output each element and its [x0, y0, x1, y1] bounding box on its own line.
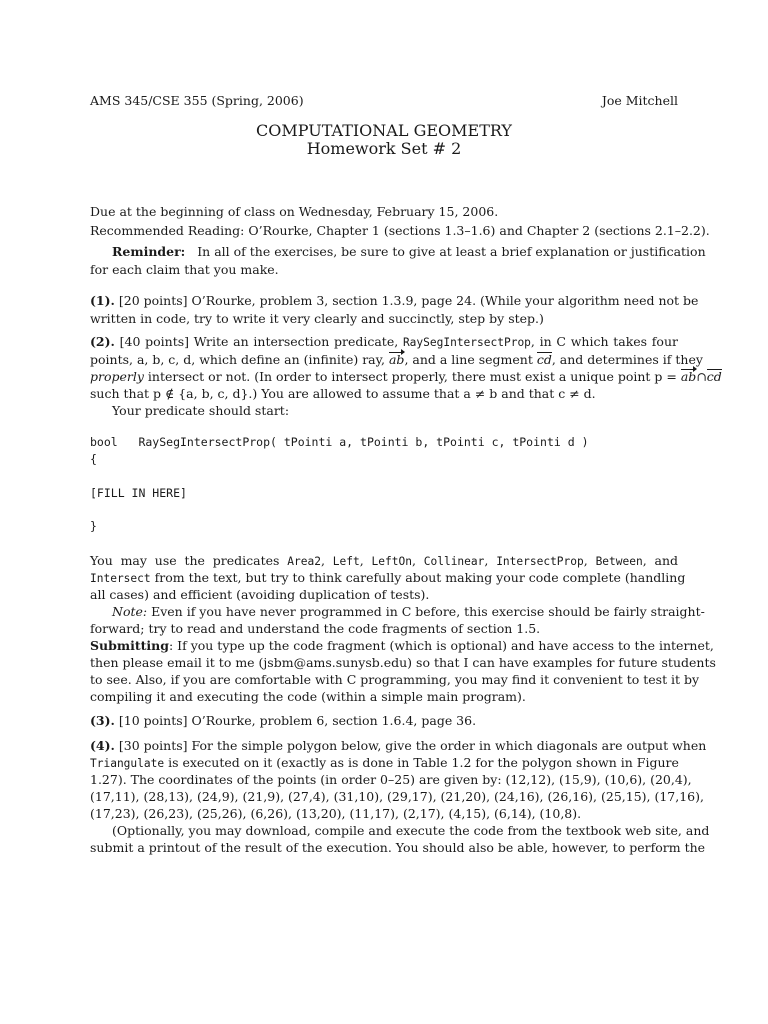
problem-2-number: (2). [90, 334, 115, 349]
header-instructor: Joe Mitchell [601, 93, 678, 108]
submitting-line-3: to see. Also, if you are comfortable with C programming, you may find it convenient to test it by [90, 672, 700, 687]
problem-2-line-4: such that p ∉ {a, b, c, d}.) You are allowed to assume that a ≠ b and that c ≠ d. [90, 386, 596, 401]
code-open-brace: { [90, 452, 97, 466]
ray-ab-2: ab [680, 369, 697, 384]
triangulate-name: Triangulate [90, 757, 165, 770]
problem-1-number: (1). [90, 293, 115, 308]
problem-4-line-6: (Optionally, you may download, compile and execute the code from the textbook web site, and [112, 823, 710, 838]
ray-ab: ab [388, 352, 405, 367]
problem-2-line-5: Your predicate should start: [112, 403, 290, 418]
problem-3-line: (3). [10 points] O’Rourke, problem 6, section 1.6.4, page 36. [90, 713, 477, 728]
problem-1-line-1: (1). [20 points] O’Rourke, problem 3, section 1.3.9, page 24. (While your algorithm need not be [90, 293, 699, 308]
problem-4-line-4: (17,11), (28,13), (24,9), (21,9), (27,4), (31,10), (29,17), (21,20), (24,16), (26,16), (25,15), (17,16), [90, 789, 704, 804]
problem-3-number: (3). [90, 713, 115, 728]
due-date: Due at the beginning of class on Wednesday, February 15, 2006. [90, 204, 499, 219]
segment-cd: cd [536, 352, 552, 367]
reminder-line-2: for each claim that you make. [90, 262, 279, 277]
segment-cd-2: cd [706, 369, 722, 384]
problem-1-line-2: written in code, try to write it very clearly and succinctly, step by step.) [90, 311, 544, 326]
code-placeholder: [FILL IN HERE] [90, 486, 187, 500]
problem-4-line-3: 1.27). The coordinates of the points (in order 0–25) are given by: (12,12), (15,9), (10,6), (20,4), [90, 772, 692, 787]
problem-2-line-2: points, a, b, c, d, which define an (infinite) ray, ab, and a line segment cd, and determines if they [90, 352, 703, 367]
note-line-1: Note: Even if you have never programmed in C before, this exercise should be fairly straight- [112, 604, 705, 619]
header-course: AMS 345/CSE 355 (Spring, 2006) [90, 93, 304, 108]
problem-4-line-7: submit a printout of the result of the execution. You should also be able, however, to perform the [90, 840, 706, 855]
code-signature: bool RaySegIntersectProp( tPointi a, tPointi b, tPointi c, tPointi d ) [90, 435, 589, 449]
submitting-line-4: compiling it and executing the code (within a simple main program). [90, 689, 526, 704]
code-close-brace: } [90, 519, 97, 533]
problem-2-line-1: (2). [40 points] Write an intersection predicate, RaySegIntersectProp, in C which takes four [90, 334, 678, 349]
predicate-name: RaySegIntersectProp [402, 336, 531, 349]
page-title: COMPUTATIONAL GEOMETRY [256, 121, 512, 140]
problem-4-line-1: (4). [30 points] For the simple polygon below, give the order in which diagonals are output when [90, 738, 707, 753]
note-line-2: forward; try to read and understand the code fragments of section 1.5. [90, 621, 541, 636]
predicates-line-1: You may use the predicates Area2, Left, LeftOn, Collinear, IntersectProp, Between, and [90, 553, 679, 568]
page-subtitle: Homework Set # 2 [306, 139, 462, 158]
submitting-line-1: Submitting: If you type up the code fragment (which is optional) and have access to the internet, [90, 638, 714, 653]
problem-4-number: (4). [90, 738, 115, 753]
predicates-line-3: all cases) and efficient (avoiding duplication of tests). [90, 587, 430, 602]
recommended-reading: Recommended Reading: O’Rourke, Chapter 1 (sections 1.3–1.6) and Chapter 2 (sections 2.1–2.2). [90, 223, 710, 238]
predicates-line-2: Intersect from the text, but try to think carefully about making your code complete (handling [90, 570, 686, 585]
problem-4-line-2: Triangulate is executed on it (exactly as is done in Table 1.2 for the polygon shown in Figure [90, 755, 679, 770]
note-label: Note: [112, 604, 148, 619]
problem-4-line-5: (17,23), (26,23), (25,26), (6,26), (13,20), (11,17), (2,17), (4,15), (6,14), (10,8). [90, 806, 582, 821]
reminder-label: Reminder: [112, 244, 186, 259]
problem-2-line-3: properly intersect or not. (In order to intersect properly, there must exist a unique point p = ab∩cd [90, 369, 722, 384]
reminder-line-1: Reminder: In all of the exercises, be sure to give at least a brief explanation or justification [112, 244, 706, 259]
submitting-line-2: then please email it to me (jsbm@ams.sunysb.edu) so that I can have examples for future students [90, 655, 716, 670]
submitting-label: Submitting [90, 638, 169, 653]
